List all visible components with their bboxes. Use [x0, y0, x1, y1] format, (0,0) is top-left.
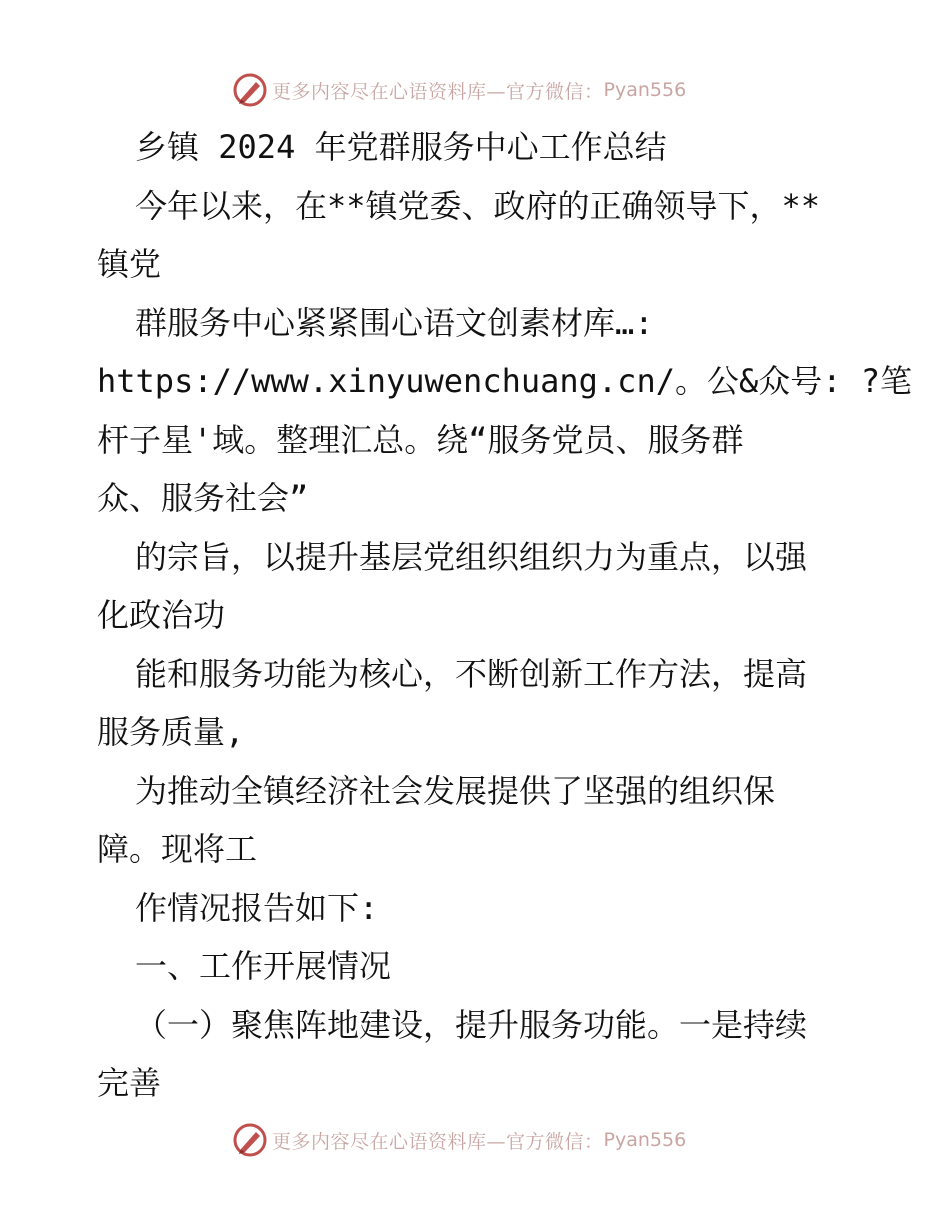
footer-banner	[232, 1120, 686, 1160]
document-body	[97, 118, 913, 1113]
text-line: 能和服务功能为核心，不断创新工作方法，提高	[135, 654, 808, 693]
banner-text: 更多内容尽在心语资料库—官方微信：	[272, 1130, 604, 1153]
text-line: 完善	[97, 1064, 162, 1102]
text-line: 的宗旨，以提升基层党组织组织力为重点，以强	[135, 537, 808, 576]
text-line: 障。现将工	[97, 830, 258, 868]
text-line: 今年以来，在**镇党委、政府的正确领导下，**	[135, 186, 821, 225]
text-line: 服务质量,	[97, 713, 245, 751]
document-title: 乡镇 2024 年党群服务中心工作总结	[135, 128, 667, 166]
text-line: 作情况报告如下:	[135, 888, 379, 927]
text-line: 众、服务社会”	[97, 479, 309, 517]
section-heading: 一、工作开展情况	[135, 947, 392, 985]
banner-id: Pyan556	[603, 1129, 687, 1151]
text-line: 杆子星'域。整理汇总。绕“服务党员、服务群	[97, 420, 744, 459]
text-line: 化政治功	[97, 596, 226, 634]
header-banner	[232, 70, 686, 110]
text-line: 镇党	[97, 245, 162, 283]
banner-id: Pyan556	[603, 79, 687, 101]
banner-text: 更多内容尽在心语资料库—官方微信：	[272, 80, 604, 103]
text-line: 群服务中心紧紧围心语文创素材库…:	[135, 303, 654, 342]
pen-logo-icon	[232, 1122, 268, 1158]
text-line: https://www.xinyuwenchuang.cn/。公&众号: ?笔	[97, 362, 913, 400]
pen-logo-icon	[232, 72, 268, 108]
subsection-heading: （一）聚焦阵地建设，提升服务功能。一是持续	[135, 1005, 808, 1044]
text-line: 为推动全镇经济社会发展提供了坚强的组织保	[135, 771, 776, 810]
